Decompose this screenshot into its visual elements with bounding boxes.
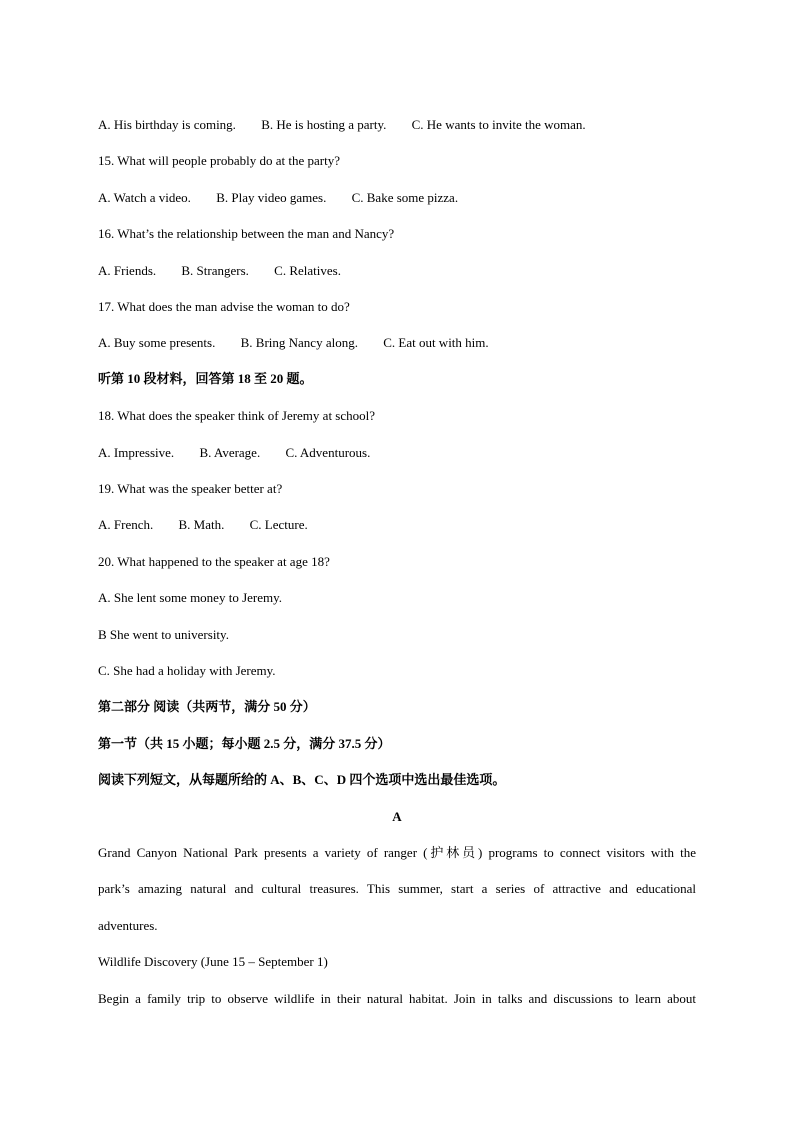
section-1-heading: 第一节（共 15 小题；每小题 2.5 分，满分 37.5 分） <box>98 736 391 751</box>
q17-option-c: C. Eat out with him. <box>383 335 489 350</box>
passage-intro-line-3: adventures. <box>98 918 158 933</box>
q14-option-b: B. He is hosting a party. <box>261 117 387 132</box>
q18-question: 18. What does the speaker think of Jeremy at school? <box>98 408 376 423</box>
q19-options <box>98 516 308 534</box>
program-title: Wildlife Discovery (June 15 – September 1) <box>98 954 328 969</box>
q17-option-a: A. Buy some presents. <box>98 335 216 350</box>
q16-options <box>98 262 341 280</box>
passage-intro-line-1: Grand Canyon National Park presents a variety of ranger (护林员) programs to connect visitors with the <box>98 845 696 860</box>
q19-question: 19. What was the speaker better at? <box>98 481 283 496</box>
q18-option-c: C. Adventurous. <box>285 445 371 460</box>
q15-question: 15. What will people probably do at the party? <box>98 153 340 168</box>
q16-question: 16. What’s the relationship between the man and Nancy? <box>98 226 395 241</box>
q16-option-c: C. Relatives. <box>274 263 341 278</box>
reading-instructions: 阅读下列短文，从每题所给的 A、B、C、D 四个选项中选出最佳选项。 <box>98 772 506 787</box>
q16-option-a: A. Friends. <box>98 263 157 278</box>
q17-option-b: B. Bring Nancy along. <box>240 335 358 350</box>
q19-option-a: A. French. <box>98 517 154 532</box>
q17-options <box>98 334 489 352</box>
program-description: Begin a family trip to observe wildlife in their natural habitat. Join in talks and discussions to learn about <box>98 991 696 1006</box>
q18-option-a: A. Impressive. <box>98 445 175 460</box>
q19-option-c: C. Lecture. <box>249 517 308 532</box>
q17-question: 17. What does the man advise the woman to do? <box>98 299 350 314</box>
q15-option-a: A. Watch a video. <box>98 190 191 205</box>
passage-intro-line-2: park’s amazing natural and cultural treasures. This summer, start a series of attractive and educational <box>98 881 696 896</box>
part-2-heading: 第二部分 阅读（共两节，满分 50 分） <box>98 699 316 714</box>
q15-option-c: C. Bake some pizza. <box>351 190 459 205</box>
q14-option-a: A. His birthday is coming. <box>98 117 236 132</box>
q19-option-b: B. Math. <box>178 517 225 532</box>
q20-option-c: C. She had a holiday with Jeremy. <box>98 663 276 678</box>
section-10-heading: 听第 10 段材料，回答第 18 至 20 题。 <box>98 371 313 386</box>
q16-option-b: B. Strangers. <box>181 263 249 278</box>
q20-question: 20. What happened to the speaker at age 18? <box>98 554 330 569</box>
passage-label: A <box>392 809 402 824</box>
q15-option-b: B. Play video games. <box>216 190 327 205</box>
q18-options <box>98 444 370 462</box>
q14-options <box>98 116 586 134</box>
q15-options <box>98 189 458 207</box>
q18-option-b: B. Average. <box>199 445 261 460</box>
q20-option-a: A. She lent some money to Jeremy. <box>98 590 283 605</box>
q20-option-b: B She went to university. <box>98 627 229 642</box>
q14-option-c: C. He wants to invite the woman. <box>411 117 586 132</box>
